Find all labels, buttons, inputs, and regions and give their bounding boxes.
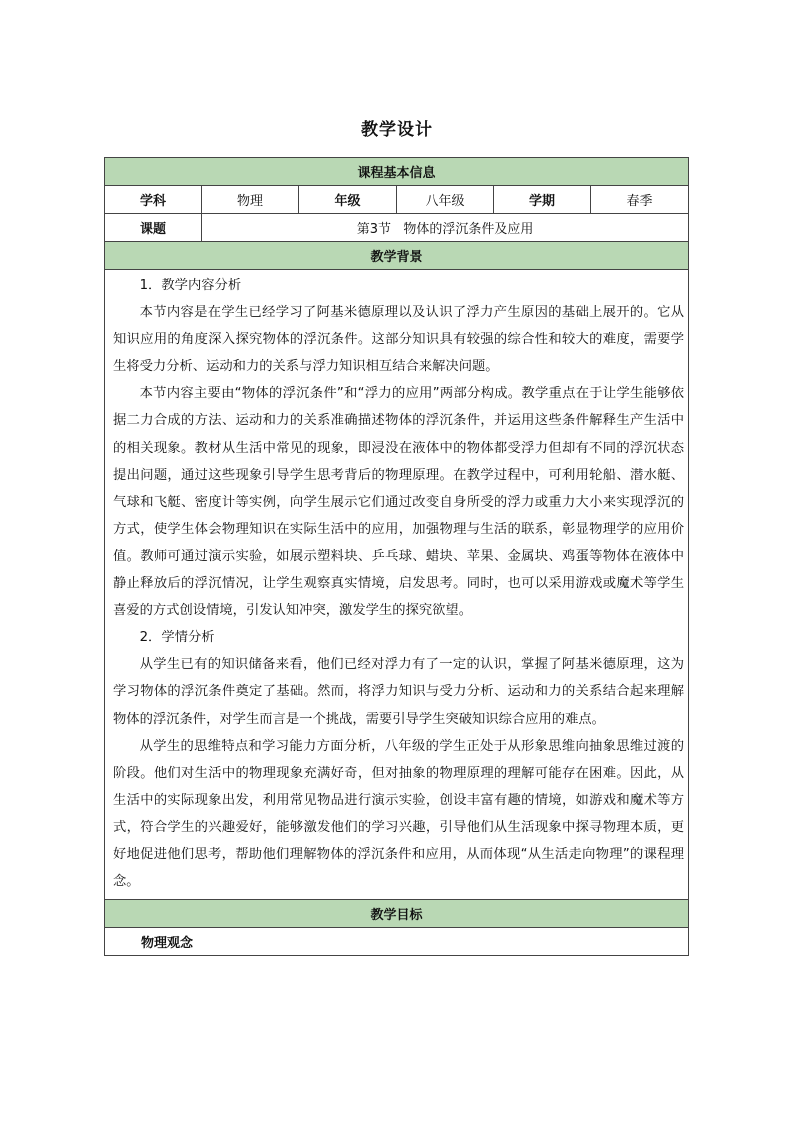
term-label: 学期 bbox=[494, 186, 591, 214]
grade-label: 年级 bbox=[299, 186, 397, 214]
background-content bbox=[105, 270, 689, 900]
subject-value: 物理 bbox=[202, 186, 299, 214]
paragraph: 本节内容主要由“物体的浮沉条件”和“浮力的应用”两部分构成。教学重点在于让学生能够依据二力合成的方法、运动和力的关系准确描述物体的浮沉条件，并运用这些条件解释生产生活中的相关现象。教材从生活中常见的现象，即浸没在液体中的物体都受浮力但却有不同的浮沉状态提出问题，通过这些现象引导学生思考背后的物理原理。在教学过程中，可利用轮船、潜水艇、气球和飞艇、密度计等实例，向学生展示它们通过改变自身所受的浮力或重力大小来实现浮沉的方式，使学生体会物理知识在实际生活中的应用，加强物理与生活的联系，彰显物理学的应用价值。教师可通过演示实验，如展示塑料块、乒乓球、蜡块、苹果、金属块、鸡蛋等物体在液体中静止释放后的浮沉情况，让学生观察真实情境，启发思考。同时，也可以采用游戏或魔术等学生喜爱的方式创设情境，引发认知冲突，激发学生的探究欲望。 bbox=[113, 386, 685, 619]
basic-info-header: 课程基本信息 bbox=[105, 158, 689, 186]
page-title: 教学设计 bbox=[361, 120, 433, 140]
student-analysis-heading: 2．学情分析 bbox=[139, 630, 215, 646]
goal-physics-concept: 物理观念 bbox=[105, 928, 689, 956]
goals-header: 教学目标 bbox=[105, 900, 689, 928]
grade-value: 八年级 bbox=[397, 186, 494, 214]
subject-label: 学科 bbox=[105, 186, 202, 214]
topic-label: 课题 bbox=[105, 214, 202, 242]
term-value: 春季 bbox=[591, 186, 689, 214]
lesson-plan-table bbox=[104, 157, 689, 956]
paragraph: 从学生已有的知识储备来看，他们已经对浮力有了一定的认识，掌握了阿基米德原理，这为学习物体的浮沉条件奠定了基础。然而，将浮力知识与受力分析、运动和力的关系结合起来理解物体的浮沉条件，对学生而言是一个挑战，需要引导学生突破知识综合应用的难点。 bbox=[113, 657, 685, 727]
content-analysis-heading: 1．教学内容分析 bbox=[139, 278, 242, 293]
paragraph: 从学生的思维特点和学习能力方面分析，八年级的学生正处于从形象思维向抽象思维过渡的阶段。他们对生活中的物理现象充满好奇，但对抽象的物理原理的理解可能存在困难。因此，从生活中的实际现象出发，利用常见物品进行演示实验，创设丰富有趣的情境，如游戏和魔术等方式，符合学生的兴趣爱好，能够激发他们的学习兴趣，引导他们从生活现象中探寻物理本质，更好地促进他们思考，帮助他们理解物体的浮沉条件和应用，从而体现“从生活走向物理”的课程理念。 bbox=[113, 738, 685, 890]
topic-value: 第3节 物体的浮沉条件及应用 bbox=[202, 214, 689, 242]
background-header: 教学背景 bbox=[105, 242, 689, 270]
paragraph: 本节内容是在学生已经学习了阿基米德原理以及认识了浮力产生原因的基础上展开的。它从知识应用的角度深入探究物体的浮沉条件。这部分知识具有较强的综合性和较大的难度，需要学生将受力分析、运动和力的关系与浮力知识相互结合来解决问题。 bbox=[113, 305, 685, 375]
